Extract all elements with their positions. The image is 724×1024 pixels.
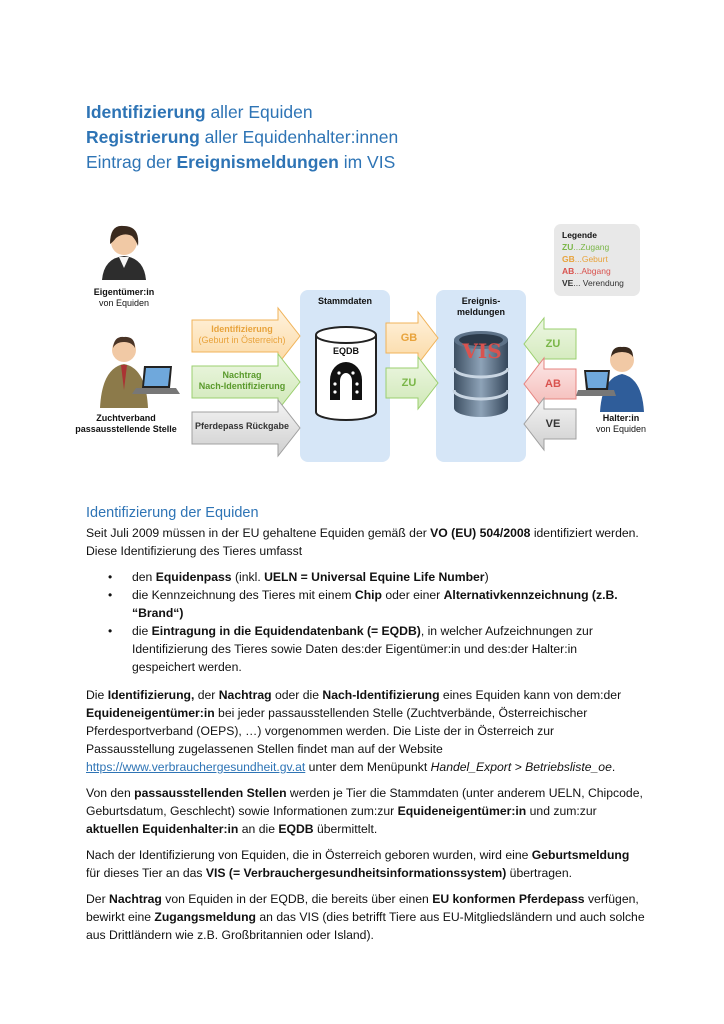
arrow-ident-sublabel: (Geburt in Österreich) (198, 335, 286, 345)
arrow-ident-label: Identifizierung (211, 324, 273, 334)
ereignis-label: Ereignis- (461, 296, 501, 306)
owner-label: Eigentümer:in (93, 287, 155, 297)
arrow-rueckgabe-label: Pferdepass Rückgabe (194, 421, 290, 431)
equiden-flow-diagram (75, 220, 656, 470)
verbrauchergesundheit-link[interactable]: https://www.verbrauchergesundheit.gv.at (86, 760, 306, 774)
paragraph-identifizierung: Die Identifizierung, der Nachtrag oder die Nach-Identifizierung eines Equiden kann von dem:der Equideneigentümer:in bei jeder passausstellenden Stelle (Zuchtverbände, Österreichischer Pferdesportverband (OEPS), …) vorgenommen werden. Die Liste der in Österreich zur Passausstellung zugelassenen Stellen findet man auf der Website https://www.verbrauchergesundheit.gv.at unter dem Menüpunkt Handel_Export > Betriebsliste_oe. (86, 688, 622, 774)
owner-person-icon (102, 226, 146, 280)
ereignis-sublabel: meldungen (456, 307, 505, 317)
bullet-item-kennzeichnung: • die Kennzeichnung des Tieres mit einem Chip oder einer Alternativkennzeichnung (z.B. “Brand“) (108, 586, 628, 622)
title-line-3: Eintrag der Ereignismeldungen im VIS (86, 152, 396, 172)
legend-ab: AB...Abgang (562, 266, 611, 276)
vis-label: VIS (462, 339, 502, 363)
legend-ve: VE... Verendung (562, 278, 624, 288)
eqdb-cylinder (316, 327, 376, 420)
paragraph-nachtrag: Der Nachtrag von Equiden in der EQDB, die bereits über einen EU konformen Pferdepass verfügen, bewirkt eine Zugangsmeldung an das VIS (dies betrifft Tiere aus EU-Mitgliedsländern und auch solche aus Drittländern wie z.B. Großbritannien oder Island). (86, 892, 645, 942)
bullet-list (108, 568, 628, 676)
paragraph-geburtsmeldung: Nach der Identifizierung von Equiden, die in Österreich geboren wurden, wird eine Geburtsmeldung für dieses Tier an das VIS (= Verbrauchergesundheitsinformationssystem) übertragen. (86, 848, 630, 880)
section-heading: Identifizierung der Equiden (86, 505, 259, 521)
legend-title: Legende (562, 230, 597, 240)
title-block (86, 100, 398, 175)
arrow-ve-label: VE (545, 418, 561, 430)
halter-sublabel: von Equiden (595, 424, 647, 434)
arrow-nachtrag-sublabel: Nach-Identifizierung (198, 381, 286, 391)
owner-sublabel: von Equiden (98, 298, 150, 308)
zucht-label: Zuchtverband (96, 413, 156, 423)
eqdb-label: EQDB (332, 346, 359, 356)
arrow-nachtrag-label: Nachtrag (222, 370, 262, 380)
paragraph-passausstellende-stellen: Von den passausstellenden Stellen werden je Tier die Stammdaten (unter anderem UELN, Chipcode, Geburtsdatum, Geschlecht) sowie Informationen zum:zur Equideneigentümer:in und zum:zur aktuellen Equidenhalter:in an die EQDB übermittelt. (86, 786, 643, 836)
legend-gb: GB...Geburt (562, 254, 608, 264)
zuchtverband-person-icon (100, 337, 180, 408)
title-line-2: Registrierung aller Equidenhalter:innen (86, 127, 399, 147)
bullet-item-eqdb: • die Eintragung in die Equidendatenbank (= EQDB), in welcher Aufzeichnungen zur Identifizierung des Tieres sowie Daten des:der Eigentümer:in und des:der Halter:in gespeichert werden. (108, 622, 628, 676)
halter-label: Halter:in (602, 413, 640, 423)
arrow-gb-label: GB (400, 332, 418, 344)
paragraph-intro: Seit Juli 2009 müssen in der EU gehaltene Equiden gemäß der VO (EU) 504/2008 identifiziert werden. Diese Identifizierung des Tieres umfasst (86, 526, 639, 558)
bullet-item-equidenpass: • den Equidenpass (inkl. UELN = Universal Equine Life Number) (108, 568, 628, 586)
arrow-ab-label: AB (545, 378, 561, 390)
zucht-sublabel: passausstellende Stelle (75, 424, 177, 434)
title-line-1: Identifizierung aller Equiden (86, 102, 313, 122)
arrow-zu-right-label: ZU (545, 338, 561, 350)
stammdaten-label: Stammdaten (317, 296, 372, 306)
legend-zu: ZU...Zugang (562, 242, 610, 252)
arrow-zu-mid-label: ZU (401, 377, 417, 389)
halter-person-icon (576, 347, 644, 412)
